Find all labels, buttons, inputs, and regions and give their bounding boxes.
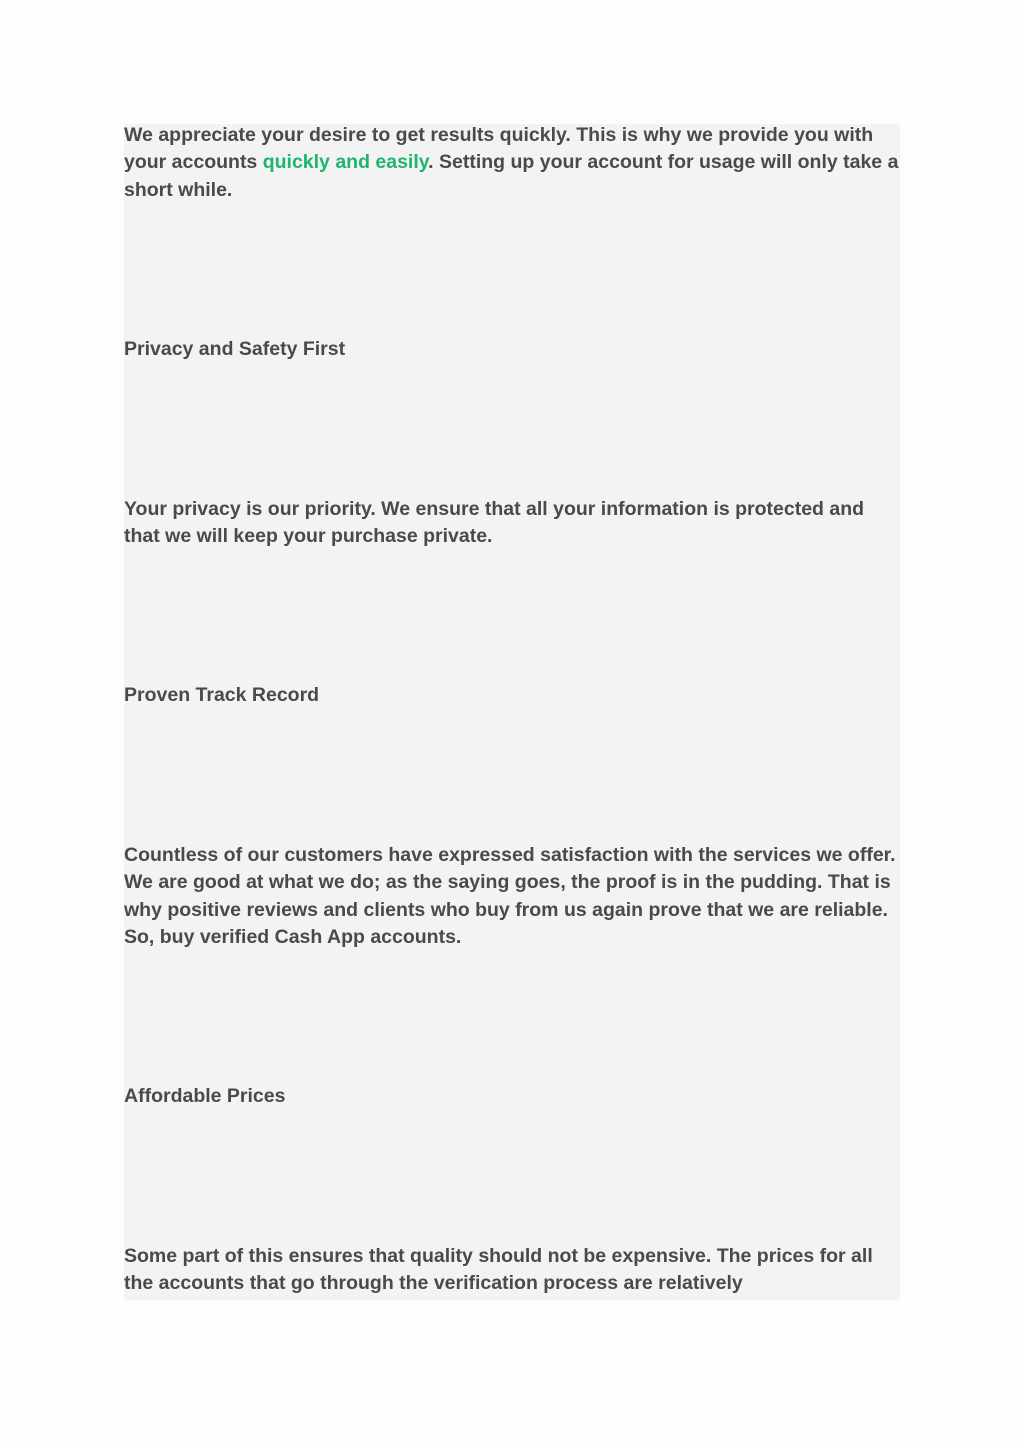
content-panel	[124, 124, 900, 1300]
highlight-link[interactable]: quickly and easily	[262, 151, 429, 174]
paragraph-prices: Some part of this ensures that quality should not be expensive. The prices for all the accounts that go through the verification process are relatively	[124, 1245, 873, 1295]
heading-privacy: Privacy and Safety First	[124, 338, 346, 360]
heading-prices: Affordable Prices	[124, 1085, 286, 1107]
intro-paragraph	[124, 122, 900, 204]
paragraph-privacy: Your privacy is our priority. We ensure that all your information is protected and that we will keep your purchase private.	[124, 498, 865, 548]
paragraph-track-record: Countless of our customers have expressed satisfaction with the services we offer. We are good at what we do; as the saying goes, the proof is in the pudding. That is why positive reviews and clients who buy from us again prove that we are reliable. So, buy verified Cash App accounts.	[124, 844, 896, 948]
intro-text: We appreciate your desire to get results quickly. This is why we provide you with your accounts	[124, 124, 874, 174]
intro-text-end: . Setting up your account for usage will only take a short while.	[124, 151, 899, 201]
heading-track-record: Proven Track Record	[124, 684, 320, 706]
